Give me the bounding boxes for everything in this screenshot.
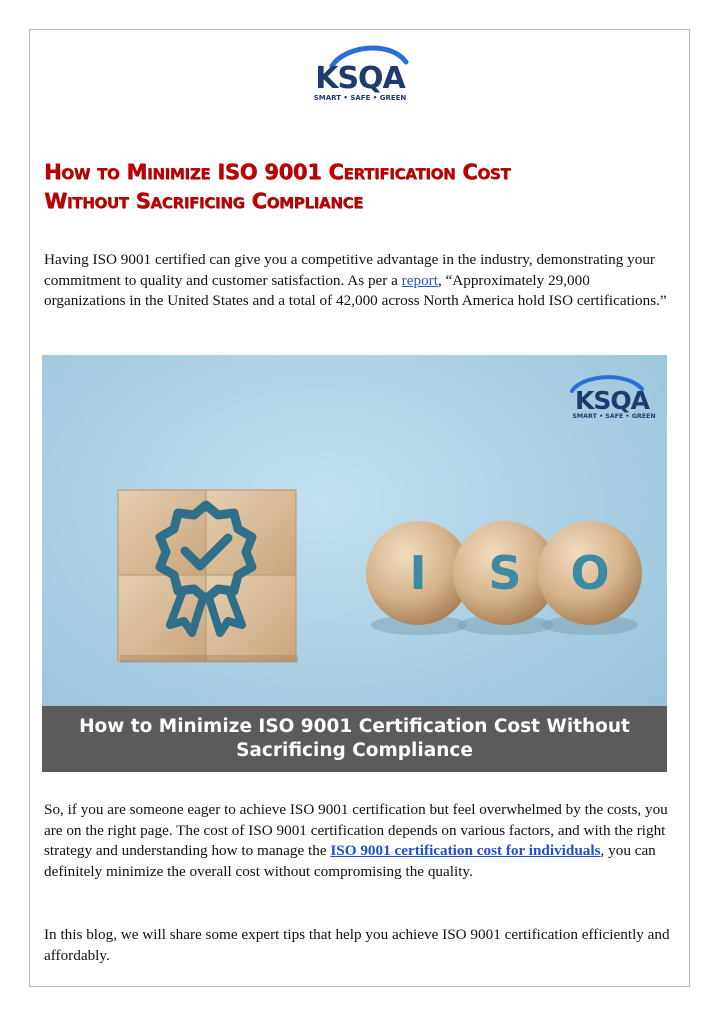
title-line-2: Without Sacrificing Compliance [44,189,364,213]
wooden-blocks [118,490,298,663]
report-link[interactable]: report [401,271,438,289]
intro-text-before: Having ISO 9001 certified can give you a competitive advantage in the industry, demonstrating your commitment to quality and customer satisfaction. As per a [44,251,655,289]
title-line-1: How to Minimize ISO 9001 Certification Cost [44,160,511,184]
hero-caption-line-1: How to Minimize ISO 9001 Certification Cost Without [79,716,630,737]
body2-text-before: So, if you are someone eager to achieve ISO 9001 certification but feel overwhelmed by the costs, you are on the right page. The cost of ISO 9001 certification depends on various factors, and with the right strategy and understanding how to manage the [44,801,668,860]
ball-letter-s: S [488,546,522,600]
hero-logo-brand-text: KSQA [575,386,649,415]
body-paragraph-3: In this blog, we will share some expert tips that help you achieve ISO 9001 certification efficiently and affordably. [44,926,670,964]
body-paragraph-2 [44,800,674,882]
iso-balls [366,521,642,635]
logo-brand-text: KSQA [315,61,405,96]
body2-text-after: , you can definitely minimize the overall cost without compromising the quality. [44,842,656,880]
hero-caption-line-2: Sacrificing Compliance [236,740,473,761]
hero-logo-tagline-text: SMART • SAFE • GREEN [572,413,656,420]
ksqa-logo [302,42,418,104]
ball-letter-o: O [570,546,610,600]
hero-caption [42,706,667,772]
hero-image [42,355,667,772]
ball-letter-i: I [409,546,427,600]
intro-text-after: , “Approximately 29,000 organizations in the United States and a total of 42,000 across North America hold ISO certifications.” [44,271,667,310]
iso-cost-individuals-link[interactable]: ISO 9001 certification cost for individuals [330,842,601,860]
logo-tagline-text: SMART • SAFE • GREEN [313,94,407,102]
intro-paragraph [44,250,674,312]
page-title [44,158,664,216]
